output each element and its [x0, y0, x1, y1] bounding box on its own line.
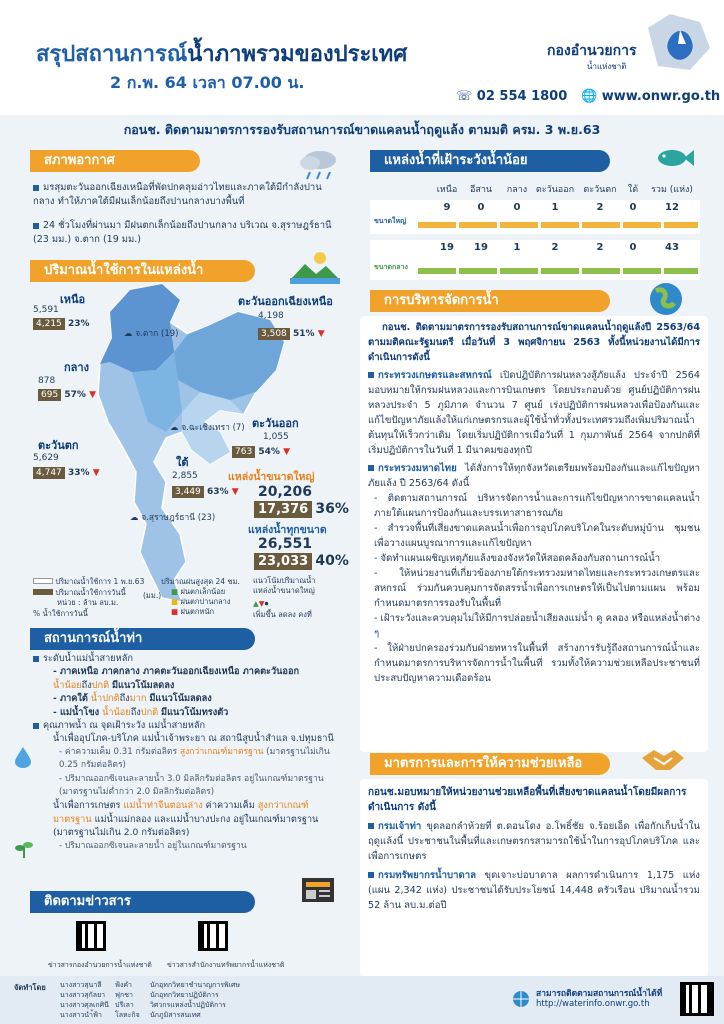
assist-item-1: กรมเจ้าท่า ขุดลอกลำห้วยที่ ต.ดอนโดง อ.โพธิ์ชัย จ.ร้อยเอ็ด เพื่อกักเก็บน้ำในฤดูแล้งนี้ ประชาชนในพื้นที่และเกษตรกรสามารถใช้น้ำในการอุปโภคบริโภค และเพื่อการเกษตร — [368, 821, 700, 862]
region-central-values: 695 57% ▼ — [38, 389, 96, 401]
assist-heading: มาตรการและการให้ความช่วยเหลือ — [370, 753, 610, 775]
region-west-total: 5,629 — [33, 453, 59, 463]
quality-oxygen-2: - ปริมาณออกซิเจนละลายน้ำ อยู่ในเกณฑ์มาตรฐาน — [59, 840, 247, 851]
watch-row-large: ขนาดใหญ่ 9 0 0 1 2 0 12 — [370, 200, 700, 234]
quality-agriculture: น้ำเพื่อการเกษตร แม่น้ำท่าจีนตอนล่าง ค่าความเค็ม สูงกว่าเกณฑ์มาตรฐาน แม่น้ำแม่กลอง และแม่น้ำบางปะกง อยู่ในเกณฑ์มาตรฐาน (มาตรฐานไม่เกิน 2.0 กรัมต่อลิตร) — [53, 800, 319, 839]
management-para-1: กระทรวงเกษตรและสหกรณ์ เปิดปฏิบัติการฝนหลวงสู้ภัยแล้ง ประจำปี 2564 มอบหมายให้กรมฝนหลวงและการบินเกษตร โดยประกอบด้วย ศูนย์ปฏิบัติการฝนหลวงประจำ 5 ภูมิภาค จำนวน 7 ศูนย์ เร่งปฏิบัติการฝนหลวงเพื่อป้องกันและแก้ไขปัญหาภัยแล้งให้แก่เกษตรกรและผู้ใช้น้ำทั่วทั้งประเทศรวมถึงเพิ่มปริมาณน้ำต้นทุนให้เร็วกว่าเดิม โดยเริ่มปฏิบัติการเมื่อวันที่ 1 กุมภาพันธ์ 2564 จากปกติที่เริ่มปฏิบัติการในวันที่ 1 มีนาคมของทุกปี — [368, 370, 700, 456]
assist-card — [360, 779, 708, 977]
region-south-label: ใต้ — [176, 456, 189, 469]
region-north-values: 4,215 23% — [33, 318, 90, 330]
subheader: กอนช. ติดตามมาตรการรองรับสถานการณ์ขาดแคลนน้ำฤดูแล้ง ตามมติ ครม. 3 พ.ย.63 — [123, 122, 601, 137]
region-northeast-total: 4,198 — [258, 311, 284, 321]
river-level-mekong: - แม่น้ำโขง น้ำน้อยถึงปกติ มีแนวโน้มทรงตัว — [53, 706, 229, 718]
region-east-total: 1,055 — [263, 432, 289, 442]
onwr-logo-icon — [640, 8, 716, 84]
water-quality-title: คุณภาพน้ำ ณ จุดเฝ้าระวัง แม่น้ำสายหลัก — [33, 719, 345, 732]
region-east-label: ตะวันออก — [252, 417, 299, 430]
quality-consumption: น้ำเพื่ออุปโภค-บริโภค แม่น้ำเจ้าพระยา ณ สถานีสูบน้ำสำแล จ.ปทุมธานี — [53, 733, 334, 745]
watch-row-medium: ขนาดกลาง 19 19 1 2 2 0 43 — [370, 240, 700, 280]
fish-icon — [654, 143, 694, 173]
website-link[interactable]: 🌐 www.onwr.go.th — [581, 89, 721, 104]
qr-caption-2: ข่าวสารสำนักงานทรัพยากรน้ำแห่งชาติ — [167, 961, 285, 969]
reservoir-heading: ปริมาณน้ำใช้การในแหล่งน้ำ — [30, 260, 255, 282]
region-central-total: 878 — [38, 376, 56, 386]
management-item-3: - จัดทำแผนเผชิญเหตุภัยแล้งของจังหวัดให้สอดคล้องกับสถานการณ์น้ำ — [374, 553, 661, 564]
assist-item-2: กรมทรัพยากรน้ำบาดาล ขุดเจาะบ่อบาดาล ผลการดำเนินการ 1,175 แห่ง (แผน 2,342 แห่ง) ประชาชนได้รับประโยชน์ 14,448 ครัวเรือน ปริมาณน้ำรวม 52 ล้าน ลบ.ม.ต่อปี — [368, 870, 700, 911]
management-item-1: - ติดตามสถานการณ์ บริหารจัดการน้ำและการแก้ไขปัญหาการขาดแคลนน้ำภายใต้แผนการป้องกันและบรรเทาสาธารณภัย — [374, 493, 700, 519]
assist-intro: กอนช.มอบหมายให้หน่วยงานช่วยเหลือพื้นที่เสี่ยงขาดแคลนน้ำโดยมีผลการดำเนินการ ดังนี้ — [368, 787, 687, 813]
management-item-4: - ให้หน่วยงานที่เกี่ยวข้องภายใต้กระทรวงมหาดไทยและกระทรวงเกษตรและสหกรณ์ ร่วมกันควบคุมการจัดสรรน้ำเพื่อการเกษตรให้เป็นไปตามแผน พร้อมกำหนดมาตรการรองรับในพื้นที่ — [374, 568, 700, 609]
region-northeast-label: ตะวันออกเฉียงเหนือ — [238, 295, 333, 308]
all-sources-values: 23,033 40% — [254, 553, 349, 569]
qr-code-onwr-news[interactable] — [76, 921, 106, 951]
watch-heading: แหล่งน้ำที่เฝ้าระวังน้ำน้อย — [370, 150, 610, 172]
plant-icon — [14, 840, 34, 858]
weather-bullet-1: มรสุมตะวันออกเฉียงเหนือที่พัดปกคลุมอ่าวไทยและภาคใต้มีกำลังปานกลาง ทำให้ภาคใต้มีฝนเล็กน้อยถึงปานกลางบางพื้นที่ — [33, 182, 322, 207]
river-level-title: ระดับน้ำแม่น้ำสายหลัก — [33, 652, 345, 665]
qr-code-waterinfo[interactable] — [680, 982, 714, 1016]
qr-caption-1: ข่าวสารกองอำนวยการน้ำแห่งชาติ — [48, 961, 152, 969]
footer-names-2: ฟ้งคำ ฟุกชา ปรีเลา โลหะกิจ — [115, 981, 140, 1019]
region-south-total: 2,855 — [172, 471, 198, 481]
phone-number[interactable]: ☏ 02 554 1800 — [456, 89, 568, 104]
region-north-total: 5,591 — [33, 305, 59, 315]
river-heading: สถานการณ์น้ำท่า — [30, 628, 255, 650]
region-west-values: 4,747 33% ▼ — [33, 467, 100, 479]
region-central-label: กลาง — [64, 361, 89, 374]
region-west-label: ตะวันตก — [38, 439, 79, 452]
management-item-2: - สำรวจพื้นที่เสี่ยงขาดแคลนน้ำเพื่อการอุปโภคบริโภคในระดับหมู่บ้าน ชุมชน เพื่อวางแผนบูรณาการและแก้ไขปัญหา — [374, 523, 700, 549]
river-level-south: - ภาคใต้ น้ำปกติถึงมาก มีแนวโน้มลดลง — [53, 693, 212, 705]
landscape-icon — [290, 250, 340, 284]
report-date: 2 ก.พ. 64 เวลา 07.00 น. — [110, 73, 305, 92]
management-intro: กอนช. ติดตามมาตรการรองรับสถานการณ์ขาดแคลนน้ำฤดูแล้งปี 2563/64 ตามมติคณะรัฐมนตรี เมื่อวันที่ 3 พฤศจิกายน 2563 ทั้งนี้หน่วยงานได้มีการดำเนินการดังนี้ — [368, 322, 700, 363]
footer-titles: นักอุทกวิทยาชำนาญการพิเศษ นักอุทกวิทยาปฏิบัติการ วิศวกรแหล่งน้ำปฏิบัติการ นักภูมิสารสนเทศ — [150, 981, 241, 1019]
quality-oxygen-1: - ปริมาณออกซิเจนละลายน้ำ 3.0 มิลลิกรัมต่อลิตร อยู่ในเกณฑ์มาตรฐาน (มาตรฐานไม่ต่ำกว่า 2.0 มิลลิกรัมต่อลิตร) — [59, 773, 324, 798]
all-sources-total: 26,551 — [258, 536, 313, 552]
management-item-6: - ให้ฝ่ายปกครองร่วมกับฝ่ายทหารในพื้นที่ สร้างการรับรู้ถึงสถานการณ์น้ำและกำหนดมาตรการบริหารจัดการน้ำในพื้นที่ รวมทั้งให้ความช่วยเหลือประชาชนที่ประสบปัญหาความเดือดร้อน — [374, 643, 700, 684]
management-heading: การบริหารจัดการน้ำ — [370, 290, 610, 312]
page-title: สรุปสถานการณ์น้ำภาพรวมของประเทศ — [36, 41, 408, 66]
watch-table: เหนือ อีสาน กลาง ตะวันออก ตะวันตก ใต้ รวม (แห่ง) ขนาดใหญ่ 9 0 0 1 2 0 12 ขนาดกลาง 19 19 1 2 2 0 43 — [370, 182, 700, 290]
rain-chachoengsao: ☁ จ.ฉะเชิงเทรา (7) — [170, 423, 245, 433]
region-east-values: 763 54% ▼ — [232, 446, 290, 458]
newspaper-icon — [300, 876, 336, 904]
footer-made-by: จัดทำโดย — [14, 983, 46, 992]
org-name: กองอำนวยการ — [547, 43, 637, 59]
org-sub: น้ำแห่งชาติ — [587, 62, 627, 71]
weather-heading: สภาพอากาศ — [30, 150, 200, 172]
weather-bullet-2: 24 ชั่วโมงที่ผ่านมา มีฝนตกเล็กน้อยถึงปานกลาง บริเวณ จ.สุราษฎร์ธานี (23 มม.) จ.ตาก (19 มม.) — [33, 220, 332, 245]
rain-suratthani: ☁ จ.สุราษฎร์ธานี (23) — [130, 513, 216, 523]
region-north-label: เหนือ — [60, 293, 86, 306]
all-sources-label: แหล่งน้ำทุกขนาด — [248, 524, 327, 536]
globe-icon — [512, 990, 530, 1008]
region-northeast-values: 3,508 51% ▼ — [258, 328, 325, 340]
rain-cloud-icon — [296, 146, 342, 180]
management-item-5: - เฝ้าระวังและควบคุมไม่ให้มีการปล่อยน้ำเสียลงแม่น้ำ คู คลอง หรือแหล่งน้ำต่าง ๆ — [374, 613, 700, 639]
rain-tak: ☁ จ.ตาก (19) — [124, 329, 179, 339]
large-sources-values: 17,376 36% — [254, 501, 349, 517]
map-legend: ปริมาณน้ำใช้การ 1 พ.ย.63 ปริมาณน้ำใช้การวันนี้ หน่วย : ล้าน ลบ.ม. % น้ำใช้การวันนี้ ปริมาณฝนสูงสุด 24 ชม. (มม.) ■ ฝนตกเล็กน้อย ■ ฝนตกปานกลาง ■ ฝนตกหนัก แนวโน้มปริมาณน้ำ แหล่งน้ำขนาดใหญ่ ▲▼⏺ เพิ่มขึ้น ลดลง คงที่ — [33, 576, 316, 619]
quality-salinity-1: - ค่าความเค็ม 0.31 กรัมต่อลิตร สูงกว่าเกณฑ์มาตรฐาน (มาตรฐานไม่เกิน 0.25 กรัมต่อลิตร) — [59, 746, 330, 771]
footer-more-info: สามารถติดตามสถานการณ์น้ำได้ที่ — [536, 989, 663, 999]
river-body — [33, 652, 345, 853]
large-sources-total: 20,206 — [258, 484, 313, 500]
footer-url[interactable]: http://waterinfo.onwr.go.th — [536, 999, 650, 1009]
qr-code-office-news[interactable] — [198, 921, 228, 951]
management-para-2: กระทรวงมหาดไทย ได้สั่งการให้ทุกจังหวัดเตรียมพร้อมป้องกันและแก้ไขปัญหาภัยแล้ง ปี 2563/64 ดังนี้ — [368, 463, 700, 489]
river-level-north: - ภาคเหนือ ภาคกลาง ภาคตะวันออกเฉียงเหนือ ภาคตะวันออก น้ำน้อยถึงปกติ มีแนวโน้มลดลง — [53, 666, 300, 691]
footer-names-1: นางสาวสุนาลี นางสาวสุกัลยา นางสาวศุลเกศินี นางสาวนำ้ฟ้า — [60, 981, 109, 1019]
map-globe-icon — [646, 281, 686, 317]
handshake-icon — [640, 744, 686, 776]
management-card — [360, 316, 708, 752]
large-sources-label: แหล่งน้ำขนาดใหญ่ — [228, 471, 315, 483]
news-heading: ติดตามข่าวสาร — [30, 891, 255, 913]
region-south-values: 3,449 63% ▼ — [172, 486, 239, 498]
water-drop-icon — [14, 746, 32, 768]
